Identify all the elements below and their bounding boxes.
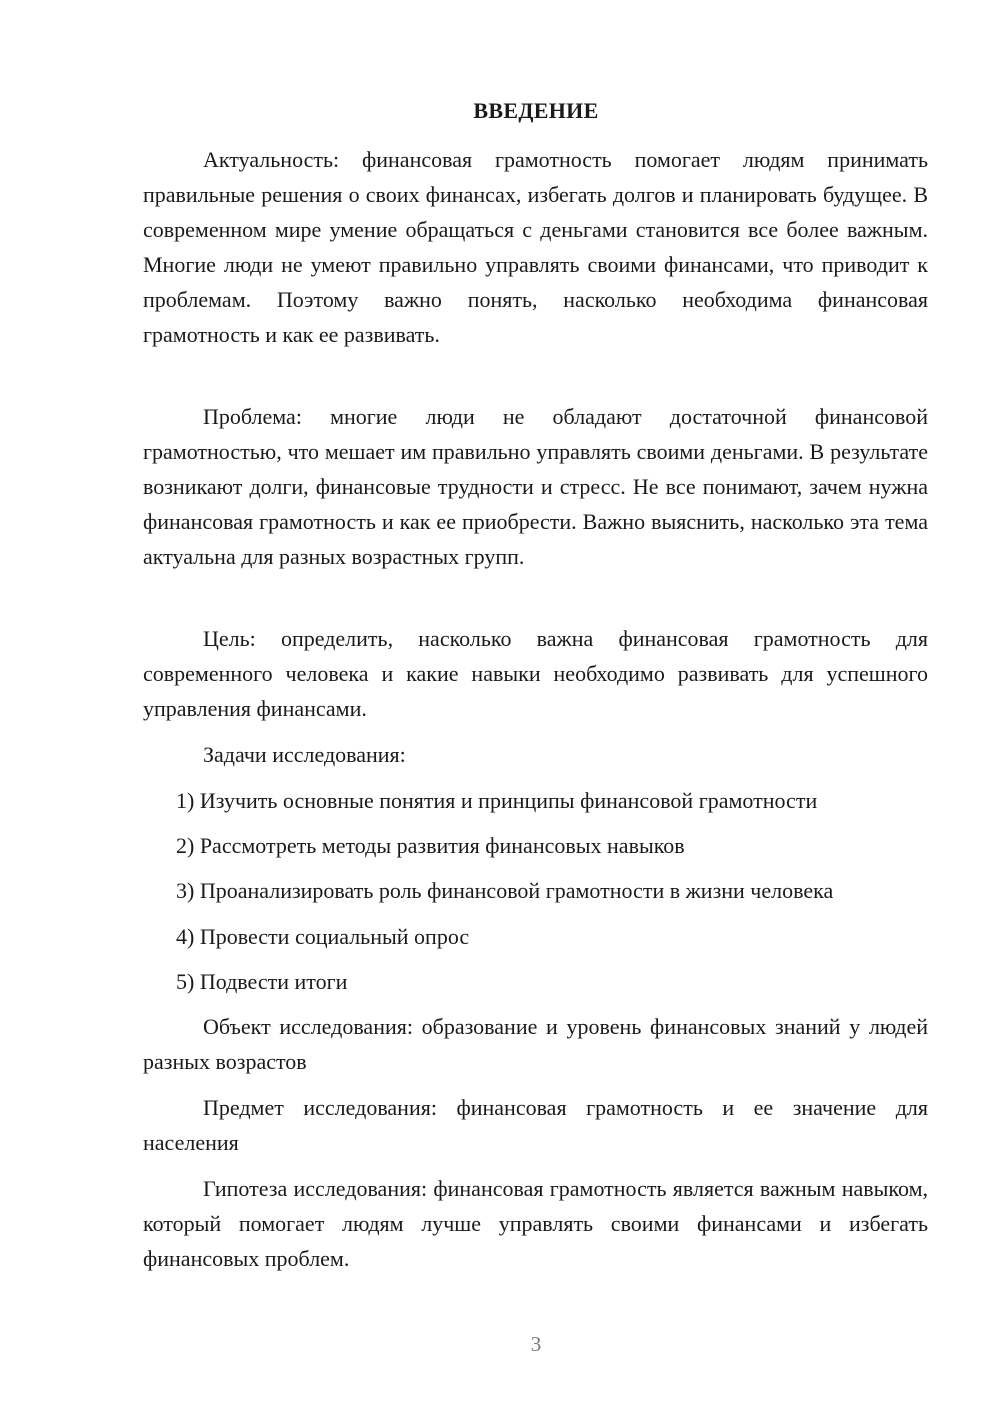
paragraph-relevance: Актуальность: финансовая грамотность помогает людям принимать правильные решения о своих финансах, избегать долгов и планировать будущее. В современном мире умение обращаться с деньгами становится все более важным. Многие люди не умеют правильно управлять своими финансами, что приводит к проблемам. Поэтому важно понять, насколько необходима финансовая грамотность и как ее развивать. [143, 147, 928, 347]
task-item-2: 2) Рассмотреть методы развития финансовых навыков [176, 833, 685, 858]
paragraph-goal: Цель: определить, насколько важна финансовая грамотность для современного человека и какие навыки необходимо развивать для успешного управления финансами. [143, 626, 928, 721]
paragraph-hypothesis: Гипотеза исследования: финансовая грамотность является важным навыком, который помогает людям лучше управлять своими финансами и избегать финансовых проблем. [143, 1176, 928, 1271]
task-item-4: 4) Провести социальный опрос [176, 924, 470, 949]
paragraph-object: Объект исследования: образование и уровень финансовых знаний у людей разных возрастов [143, 1014, 928, 1074]
paragraph-problem: Проблема: многие люди не обладают достаточной финансовой грамотностью, что мешает им правильно управлять своими деньгами. В результате возникают долги, финансовые трудности и стресс. Не все понимают, зачем нужна финансовая грамотность и как ее приобрести. Важно выяснить, насколько эта тема актуальна для разных возрастных групп. [143, 404, 928, 569]
task-item-3: 3) Проанализировать роль финансовой грамотности в жизни человека [176, 878, 834, 903]
tasks-heading: Задачи исследования: [203, 742, 406, 767]
paragraph-subject: Предмет исследования: финансовая грамотность и ее значение для населения [143, 1095, 928, 1155]
task-item-5: 5) Подвести итоги [176, 969, 348, 994]
section-title: ВВЕДЕНИЕ [473, 98, 599, 123]
task-item-1: 1) Изучить основные понятия и принципы финансовой грамотности [176, 788, 818, 813]
page-number: 3 [530, 1332, 542, 1356]
